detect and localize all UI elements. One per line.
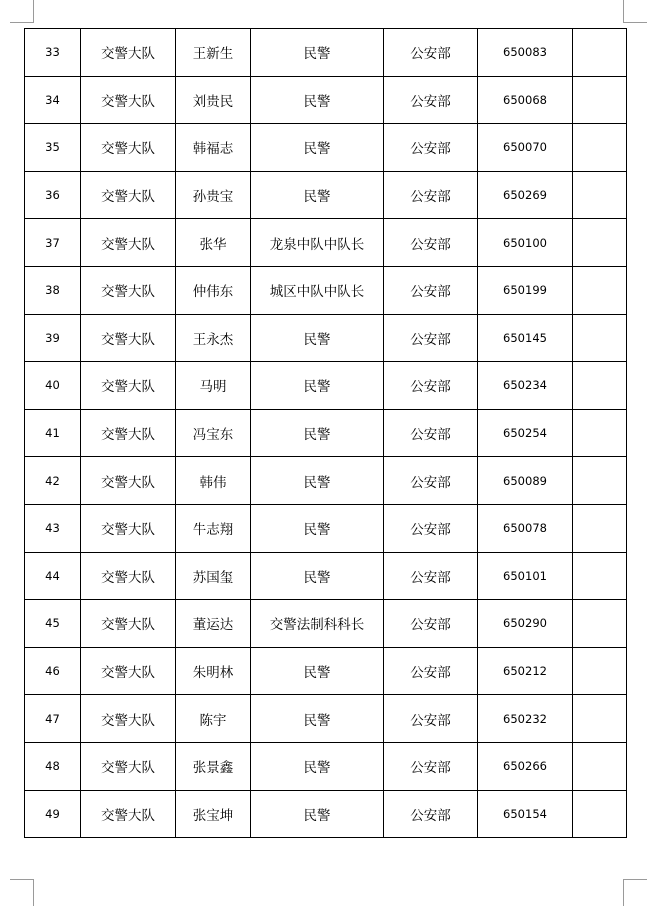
position-cell: 民警	[251, 409, 384, 457]
unit-cell: 交警大队	[81, 504, 176, 552]
crop-mark-top-left-h	[10, 22, 34, 23]
unit-cell: 交警大队	[81, 314, 176, 362]
row-number-cell: 36	[25, 171, 81, 219]
table-row	[25, 600, 627, 648]
row-number-cell: 47	[25, 695, 81, 743]
remark-cell	[573, 171, 627, 219]
department-cell: 公安部	[384, 742, 478, 790]
table-row	[25, 29, 627, 77]
row-number-cell: 48	[25, 742, 81, 790]
department-cell: 公安部	[384, 790, 478, 838]
position-cell: 民警	[251, 171, 384, 219]
crop-mark-bottom-right-v	[623, 879, 624, 906]
position-cell: 民警	[251, 362, 384, 410]
name-cell: 苏国玺	[176, 552, 251, 600]
table-row	[25, 409, 627, 457]
position-cell: 民警	[251, 29, 384, 77]
name-cell: 王永杰	[176, 314, 251, 362]
unit-cell: 交警大队	[81, 124, 176, 172]
remark-cell	[573, 76, 627, 124]
name-cell: 冯宝东	[176, 409, 251, 457]
crop-mark-bottom-left-v	[33, 879, 34, 906]
remark-cell	[573, 600, 627, 648]
remark-cell	[573, 266, 627, 314]
code-cell: 650083	[478, 29, 573, 77]
table-row	[25, 695, 627, 743]
table-row	[25, 314, 627, 362]
row-number-cell: 41	[25, 409, 81, 457]
name-cell: 王新生	[176, 29, 251, 77]
remark-cell	[573, 647, 627, 695]
department-cell: 公安部	[384, 457, 478, 505]
unit-cell: 交警大队	[81, 219, 176, 267]
position-cell: 民警	[251, 695, 384, 743]
unit-cell: 交警大队	[81, 647, 176, 695]
crop-mark-bottom-left-h	[10, 879, 34, 880]
row-number-cell: 37	[25, 219, 81, 267]
department-cell: 公安部	[384, 362, 478, 410]
position-cell: 民警	[251, 457, 384, 505]
unit-cell: 交警大队	[81, 171, 176, 219]
position-cell: 民警	[251, 314, 384, 362]
row-number-cell: 43	[25, 504, 81, 552]
position-cell: 民警	[251, 647, 384, 695]
name-cell: 张景鑫	[176, 742, 251, 790]
department-cell: 公安部	[384, 647, 478, 695]
code-cell: 650269	[478, 171, 573, 219]
crop-mark-top-left-v	[33, 0, 34, 22]
table-row	[25, 742, 627, 790]
position-cell: 龙泉中队中队长	[251, 219, 384, 267]
position-cell: 民警	[251, 76, 384, 124]
code-cell: 650154	[478, 790, 573, 838]
department-cell: 公安部	[384, 266, 478, 314]
code-cell: 650254	[478, 409, 573, 457]
remark-cell	[573, 695, 627, 743]
unit-cell: 交警大队	[81, 76, 176, 124]
unit-cell: 交警大队	[81, 600, 176, 648]
table-row	[25, 790, 627, 838]
remark-cell	[573, 457, 627, 505]
code-cell: 650266	[478, 742, 573, 790]
table-row	[25, 362, 627, 410]
remark-cell	[573, 124, 627, 172]
position-cell: 民警	[251, 742, 384, 790]
code-cell: 650089	[478, 457, 573, 505]
remark-cell	[573, 409, 627, 457]
code-cell: 650145	[478, 314, 573, 362]
row-number-cell: 33	[25, 29, 81, 77]
department-cell: 公安部	[384, 171, 478, 219]
crop-mark-bottom-right-h	[623, 879, 647, 880]
code-cell: 650232	[478, 695, 573, 743]
name-cell: 韩福志	[176, 124, 251, 172]
table-row	[25, 219, 627, 267]
remark-cell	[573, 742, 627, 790]
row-number-cell: 42	[25, 457, 81, 505]
unit-cell: 交警大队	[81, 742, 176, 790]
department-cell: 公安部	[384, 504, 478, 552]
position-cell: 民警	[251, 790, 384, 838]
name-cell: 孙贵宝	[176, 171, 251, 219]
table-row	[25, 457, 627, 505]
unit-cell: 交警大队	[81, 409, 176, 457]
unit-cell: 交警大队	[81, 266, 176, 314]
row-number-cell: 39	[25, 314, 81, 362]
department-cell: 公安部	[384, 600, 478, 648]
position-cell: 民警	[251, 552, 384, 600]
remark-cell	[573, 790, 627, 838]
name-cell: 仲伟东	[176, 266, 251, 314]
remark-cell	[573, 552, 627, 600]
department-cell: 公安部	[384, 409, 478, 457]
code-cell: 650070	[478, 124, 573, 172]
name-cell: 张宝坤	[176, 790, 251, 838]
name-cell: 韩伟	[176, 457, 251, 505]
unit-cell: 交警大队	[81, 790, 176, 838]
crop-mark-top-right-h	[623, 22, 647, 23]
name-cell: 牛志翔	[176, 504, 251, 552]
row-number-cell: 46	[25, 647, 81, 695]
table-row	[25, 266, 627, 314]
name-cell: 朱明林	[176, 647, 251, 695]
name-cell: 董运达	[176, 600, 251, 648]
personnel-table	[24, 28, 627, 838]
code-cell: 650068	[478, 76, 573, 124]
remark-cell	[573, 29, 627, 77]
department-cell: 公安部	[384, 552, 478, 600]
name-cell: 陈宇	[176, 695, 251, 743]
name-cell: 张华	[176, 219, 251, 267]
table-row	[25, 647, 627, 695]
row-number-cell: 49	[25, 790, 81, 838]
department-cell: 公安部	[384, 219, 478, 267]
position-cell: 交警法制科科长	[251, 600, 384, 648]
table-row	[25, 552, 627, 600]
unit-cell: 交警大队	[81, 29, 176, 77]
remark-cell	[573, 362, 627, 410]
department-cell: 公安部	[384, 76, 478, 124]
department-cell: 公安部	[384, 695, 478, 743]
code-cell: 650100	[478, 219, 573, 267]
department-cell: 公安部	[384, 29, 478, 77]
code-cell: 650212	[478, 647, 573, 695]
position-cell: 城区中队中队长	[251, 266, 384, 314]
name-cell: 刘贵民	[176, 76, 251, 124]
unit-cell: 交警大队	[81, 457, 176, 505]
code-cell: 650234	[478, 362, 573, 410]
department-cell: 公安部	[384, 124, 478, 172]
code-cell: 650078	[478, 504, 573, 552]
code-cell: 650290	[478, 600, 573, 648]
remark-cell	[573, 504, 627, 552]
table-row	[25, 171, 627, 219]
table-row	[25, 76, 627, 124]
position-cell: 民警	[251, 504, 384, 552]
unit-cell: 交警大队	[81, 695, 176, 743]
position-cell: 民警	[251, 124, 384, 172]
remark-cell	[573, 219, 627, 267]
unit-cell: 交警大队	[81, 362, 176, 410]
table-row	[25, 124, 627, 172]
name-cell: 马明	[176, 362, 251, 410]
crop-mark-top-right-v	[623, 0, 624, 22]
personnel-table-body	[25, 29, 627, 838]
unit-cell: 交警大队	[81, 552, 176, 600]
remark-cell	[573, 314, 627, 362]
row-number-cell: 35	[25, 124, 81, 172]
row-number-cell: 38	[25, 266, 81, 314]
row-number-cell: 34	[25, 76, 81, 124]
row-number-cell: 45	[25, 600, 81, 648]
row-number-cell: 40	[25, 362, 81, 410]
table-row	[25, 504, 627, 552]
row-number-cell: 44	[25, 552, 81, 600]
code-cell: 650101	[478, 552, 573, 600]
department-cell: 公安部	[384, 314, 478, 362]
code-cell: 650199	[478, 266, 573, 314]
